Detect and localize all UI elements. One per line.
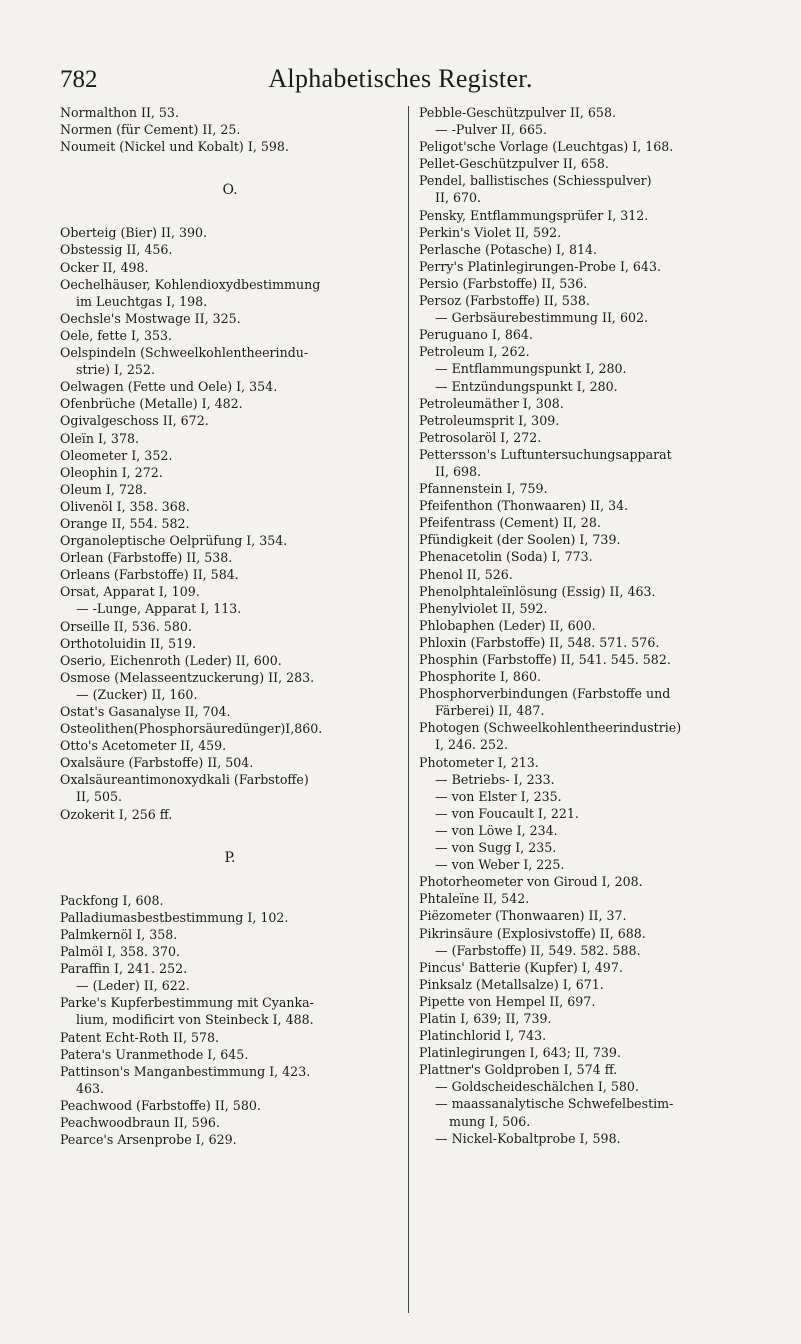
- index-entry: — Entzündungspunkt I, 280.: [435, 378, 618, 394]
- index-entry: Ogivalgeschoss II, 672.: [60, 413, 209, 429]
- index-entry: — Nickel-Kobaltprobe I, 598.: [435, 1130, 621, 1146]
- index-entry: Pendel, ballistisches (Schiesspulver): [419, 173, 652, 189]
- index-entry: Oxalsäureantimonoxydkali (Farbstoffe): [60, 772, 309, 788]
- index-entry: Peachwood (Farbstoffe) II, 580.: [60, 1097, 261, 1113]
- index-entry: Peruguano I, 864.: [419, 327, 533, 343]
- index-entry: Oelwagen (Fette und Oele) I, 354.: [60, 379, 278, 395]
- column-divider: [408, 106, 409, 1313]
- index-entry: Petrosolaröl I, 272.: [419, 429, 542, 445]
- index-entry: Perkin's Violet II, 592.: [419, 224, 562, 240]
- index-entry: Pettersson's Luftuntersuchungsapparat: [419, 446, 672, 462]
- index-entry: Patera's Uranmethode I, 645.: [60, 1046, 249, 1062]
- index-entry: Orlean (Farbstoffe) II, 538.: [60, 550, 233, 566]
- index-entry: Ocker II, 498.: [60, 259, 149, 275]
- index-entry: Oberteig (Bier) II, 390.: [60, 225, 208, 241]
- index-entry: Noumeit (Nickel und Kobalt) I, 598.: [60, 139, 289, 155]
- index-entry: Otto's Acetometer II, 459.: [60, 738, 227, 754]
- index-entry: Normalthon II, 53.: [60, 105, 179, 120]
- index-entry: Pfeifentrass (Cement) II, 28.: [419, 515, 601, 531]
- index-entry: I, 246. 252.: [435, 737, 509, 753]
- index-entry: Orseille II, 536. 580.: [60, 618, 192, 634]
- index-entry: Oleïn I, 378.: [60, 430, 139, 446]
- section-heading-p: P.: [224, 849, 236, 866]
- index-entry: Phosphin (Farbstoffe) II, 541. 545. 582.: [419, 652, 671, 667]
- index-entry: II, 670.: [435, 190, 481, 206]
- index-entry: — -Pulver II, 665.: [435, 122, 548, 138]
- index-entry: Petroleum I, 262.: [419, 344, 530, 360]
- index-entry: Peachwoodbraun II, 596.: [60, 1114, 220, 1130]
- index-entry: — von Weber I, 225.: [435, 857, 565, 873]
- index-entry: Pincus' Batterie (Kupfer) I, 497.: [419, 959, 623, 975]
- index-entry: Oleometer I, 352.: [60, 447, 173, 463]
- index-entry: Oserio, Eichenroth (Leder) II, 600.: [60, 652, 282, 668]
- index-entry: Normen (für Cement) II, 25.: [60, 122, 241, 138]
- index-entry: Oleophin I, 272.: [60, 464, 163, 480]
- page-number: 782: [60, 66, 98, 93]
- index-entry: Palladiumasbestbestimmung I, 102.: [60, 909, 289, 925]
- index-entry: Oechelhäuser, Kohlendioxydbestimmung: [60, 276, 321, 292]
- index-entry: Phlobaphen (Leder) II, 600.: [419, 617, 596, 633]
- index-entry: 463.: [76, 1080, 105, 1096]
- index-entry: Pearce's Arsenprobe I, 629.: [60, 1132, 237, 1148]
- left-column: [60, 104, 400, 1148]
- index-entry: Platinchlorid I, 743.: [419, 1028, 547, 1044]
- index-entry: II, 505.: [76, 789, 122, 805]
- section-heading-o: O.: [222, 182, 238, 199]
- index-entry: Ostat's Gasanalyse II, 704.: [60, 704, 231, 719]
- index-entry: Plattner's Goldproben I, 574 ff.: [419, 1062, 618, 1078]
- index-entry: Phosphorverbindungen (Farbstoffe und: [419, 686, 671, 702]
- index-entry: Oele, fette I, 353.: [60, 327, 172, 343]
- index-entry: Oxalsäure (Farbstoffe) II, 504.: [60, 755, 254, 771]
- index-entry: Phtaleïne II, 542.: [419, 891, 530, 907]
- index-entry: Photogen (Schweelkohlentheerindustrie): [419, 720, 682, 736]
- index-entry: — maassanalytische Schwefelbestim-: [435, 1096, 674, 1112]
- index-entry: Orsat, Apparat I, 109.: [60, 584, 200, 600]
- index-entry: — (Leder) II, 622.: [76, 978, 190, 994]
- index-entry: Pattinson's Manganbestimmung I, 423.: [60, 1063, 311, 1079]
- index-entry: Palmöl I, 358. 370.: [60, 944, 181, 960]
- index-entry: Oleum I, 728.: [60, 481, 147, 497]
- index-entry: Osteolithen(Phosphorsäuredünger)I,860.: [60, 721, 323, 737]
- right-column: [419, 104, 769, 1147]
- index-entry: Pfannenstein I, 759.: [419, 481, 548, 497]
- index-entry: — (Zucker) II, 160.: [76, 686, 198, 702]
- index-entry: Ofenbrüche (Metalle) I, 482.: [60, 396, 243, 412]
- index-entry: Pikrinsäure (Explosivstoffe) II, 688.: [419, 925, 646, 941]
- index-entry: — von Foucault I, 221.: [435, 805, 579, 821]
- index-entry: — -Lunge, Apparat I, 113.: [76, 601, 242, 617]
- index-entry: Palmkernöl I, 358.: [60, 926, 178, 942]
- index-entry: Oechsle's Mostwage II, 325.: [60, 310, 241, 326]
- entries-p: [60, 892, 400, 1148]
- index-entry: Paraffin I, 241. 252.: [60, 961, 188, 977]
- index-entry: Färberei) II, 487.: [435, 703, 545, 719]
- entries-right: [419, 104, 769, 1147]
- index-entry: strie) I, 252.: [76, 362, 155, 378]
- index-entry: Obstessig II, 456.: [60, 242, 173, 258]
- index-entry: Perlasche (Potasche) I, 814.: [419, 241, 598, 257]
- index-entry: Persoz (Farbstoffe) II, 538.: [419, 293, 590, 309]
- index-entry: Persio (Farbstoffe) II, 536.: [419, 275, 588, 291]
- index-entry: Pfeifenthon (Thonwaaren) II, 34.: [419, 498, 629, 514]
- index-entry: Phenolphtaleïnlösung (Essig) II, 463.: [419, 583, 656, 599]
- entries-top: [60, 104, 400, 155]
- index-entry: — von Löwe I, 234.: [435, 822, 558, 838]
- index-entry: mung I, 506.: [449, 1113, 531, 1129]
- index-entry: — Entflammungspunkt I, 280.: [435, 361, 627, 377]
- index-entry: Packfong I, 608.: [60, 892, 164, 908]
- index-entry: — Gerbsäurebestimmung II, 602.: [435, 310, 648, 326]
- index-entry: Orthotoluidin II, 519.: [60, 635, 197, 651]
- index-entry: Parke's Kupferbestimmung mit Cyanka-: [60, 995, 314, 1011]
- index-entry: Orleans (Farbstoffe) II, 584.: [60, 567, 239, 583]
- index-entry: Platinlegirungen I, 643; II, 739.: [419, 1045, 621, 1061]
- index-entry: Pebble-Geschützpulver II, 658.: [419, 105, 616, 120]
- index-entry: lium, modificirt von Steinbeck I, 488.: [76, 1012, 314, 1028]
- index-entry: — von Sugg I, 235.: [435, 840, 557, 856]
- index-entry: — von Elster I, 235.: [435, 788, 562, 804]
- index-entry: Ozokerit I, 256 ff.: [60, 806, 173, 822]
- index-entry: — Goldscheideschälchen I, 580.: [435, 1079, 639, 1095]
- index-entry: — (Farbstoffe) II, 549. 582. 588.: [435, 942, 641, 958]
- index-entry: II, 698.: [435, 463, 481, 479]
- index-entry: Phosphorite I, 860.: [419, 669, 541, 685]
- index-entry: Phenol II, 526.: [419, 566, 513, 582]
- index-entry: Oelspindeln (Schweelkohlentheerindu-: [60, 345, 309, 361]
- entries-o: [60, 224, 400, 822]
- index-entry: Orange II, 554. 582.: [60, 515, 190, 531]
- index-entry: Petroleumsprit I, 309.: [419, 412, 560, 428]
- running-head: Alphabetisches Register.: [268, 64, 533, 93]
- index-entry: Pellet-Geschützpulver II, 658.: [419, 156, 609, 172]
- index-entry: Phloxin (Farbstoffe) II, 548. 571. 576.: [419, 634, 660, 650]
- index-entry: Peligot'sche Vorlage (Leuchtgas) I, 168.: [419, 139, 674, 155]
- index-entry: Pensky, Entflammungsprüfer I, 312.: [419, 207, 649, 223]
- index-entry: Photorheometer von Giroud I, 208.: [419, 874, 643, 890]
- index-entry: Pipette von Hempel II, 697.: [419, 993, 596, 1009]
- index-entry: Phenacetolin (Soda) I, 773.: [419, 549, 593, 565]
- index-entry: Perry's Platinlegirungen-Probe I, 643.: [419, 258, 661, 274]
- index-entry: Piëzometer (Thonwaaren) II, 37.: [419, 908, 627, 924]
- index-entry: Pinksalz (Metallsalze) I, 671.: [419, 976, 604, 992]
- index-entry: Petroleumäther I, 308.: [419, 395, 564, 411]
- index-entry: Patent Echt-Roth II, 578.: [60, 1029, 220, 1045]
- index-entry: Pfündigkeit (der Soolen) I, 739.: [419, 532, 621, 548]
- index-entry: Osmose (Melasseentzuckerung) II, 283.: [60, 669, 315, 685]
- index-entry: im Leuchtgas I, 198.: [76, 293, 208, 309]
- index-entry: Photometer I, 213.: [419, 754, 539, 770]
- index-entry: Organoleptische Oelprüfung I, 354.: [60, 533, 288, 549]
- index-entry: Platin I, 639; II, 739.: [419, 1010, 552, 1026]
- index-entry: — Betriebs- I, 233.: [435, 771, 555, 787]
- index-entry: Phenylviolet II, 592.: [419, 600, 548, 616]
- index-entry: Olivenöl I, 358. 368.: [60, 498, 190, 514]
